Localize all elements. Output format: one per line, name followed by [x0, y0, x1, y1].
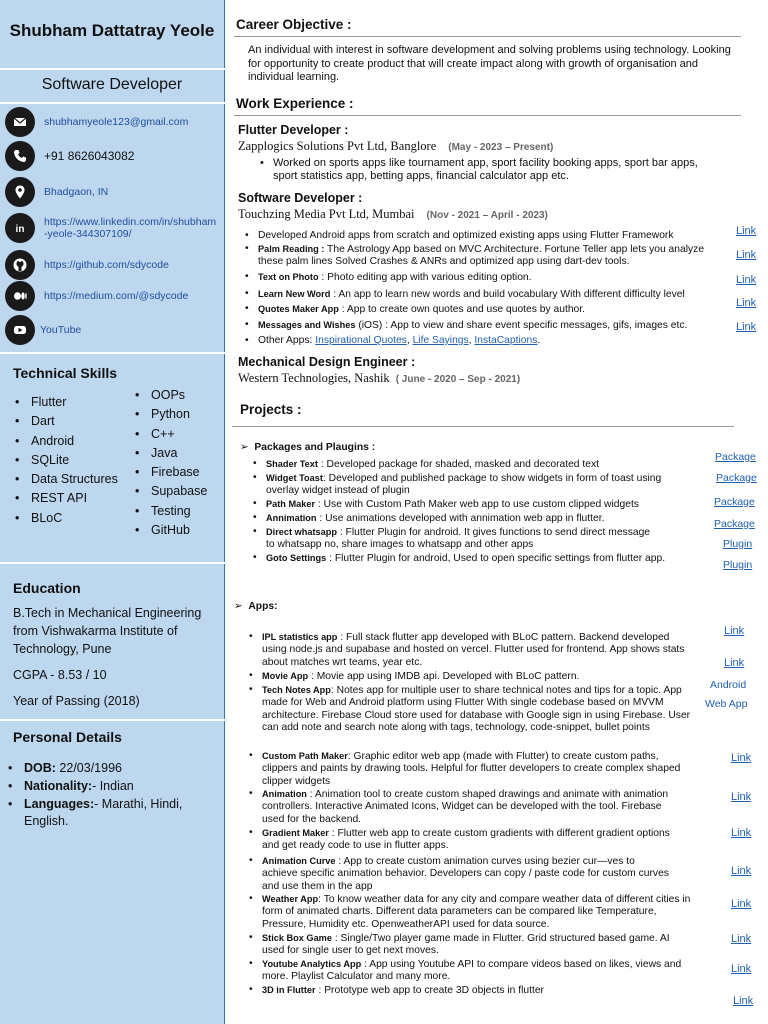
app-link[interactable]: Link: [736, 249, 757, 261]
company-name: Touchzing Media Pvt Ltd, Mumbai: [238, 207, 415, 221]
skill-item: • Flutter: [13, 393, 123, 412]
bullet: •: [249, 827, 253, 838]
app-name: Quotes Maker App: [258, 304, 339, 314]
package-description: : Developed and published package to show widgets in form of toast using overlay widget instead of plugin: [266, 473, 662, 497]
skill-item: • Firebase: [133, 463, 223, 482]
divider: [0, 719, 225, 721]
bullet: •: [249, 893, 253, 904]
app-name: 3D in Flutter: [262, 985, 316, 995]
app-description: : Full stack flutter app developed with BLoC pattern. Backend developed using node.js and supabase and hosted on vercel. Flutter used for frontend. App shows stats about matches wrt teams, year etc.: [262, 632, 685, 668]
candidate-name: Shubham Dattatray Yeole: [9, 21, 215, 40]
job2-bullet-other-apps: • Other Apps: Inspirational Quotes, Life Sayings, InstaCaptions.: [245, 335, 541, 346]
bullet: •: [253, 526, 257, 537]
package-name: Widget Toast: [266, 473, 323, 483]
other-app-link[interactable]: Life Sayings: [412, 335, 469, 346]
contact-linkedin-text[interactable]: https://www.linkedin.com/in/shubham-yeole-344307109/: [44, 216, 217, 240]
education-year: Year of Passing (2018): [13, 694, 140, 708]
package-description: : Flutter Plugin for android, Used to open specific settings from flutter app.: [326, 553, 666, 564]
skills-list-right: [133, 386, 223, 540]
app-link[interactable]: Link: [736, 297, 757, 309]
app-item: [249, 750, 682, 788]
contact-phone[interactable]: [5, 141, 134, 171]
app-name: Learn New Word: [258, 289, 331, 299]
job-dates: ( June - 2020 – Sep - 2021): [395, 374, 521, 385]
contact-youtube-text[interactable]: YouTube: [40, 324, 82, 336]
bullet: •: [249, 684, 253, 695]
contact-youtube[interactable]: [5, 315, 81, 345]
package-name: Direct whatsapp: [266, 527, 337, 537]
bullet: •: [245, 319, 249, 330]
job2-bullet-text: Developed Android apps from scratch and optimized existing apps using Flutter Framework: [258, 230, 674, 241]
arrow-bullet-icon: ➢: [234, 601, 243, 612]
app-name: Weather App: [262, 894, 319, 904]
divider: [0, 102, 225, 104]
plugin-link[interactable]: Plugin: [723, 559, 753, 571]
app-item: [249, 855, 672, 893]
contact-github[interactable]: [5, 250, 169, 280]
package-description: : Developed package for shaded, masked and decorated text: [320, 459, 599, 470]
personal-nationality: [8, 778, 218, 795]
app-link[interactable]: Link: [731, 791, 752, 803]
skill-item: • C++: [133, 425, 223, 444]
app-description: : Animation tool to create custom shaped drawings and animate with animation controllers. Interactive Animated Icons, Widget can be developed with the tool. Firebase used for the backend.: [262, 789, 669, 825]
app-item: [249, 932, 692, 958]
company-name: Zapplogics Solutions Pvt Ltd, Banglore: [238, 139, 437, 153]
contact-location: [5, 177, 108, 207]
job2-bullet: [245, 243, 708, 269]
contact-location-text: Bhadgaon, IN: [44, 186, 109, 198]
app-name: Animation: [262, 789, 307, 799]
app-description: : Graphic editor web app (made with Flutter) to create custom paths, clippers and paints by drawing tools. Helpful for flutter developers to create complex shaped clipper widgets: [262, 751, 681, 787]
package-link[interactable]: Package: [714, 518, 755, 530]
app-description: : Single/Two player game made in Flutter. Grid structured based game. AI used for single user to get next moves.: [262, 933, 670, 957]
app-description: : App to create custom animation curves using bezier cur—ves to achieve specific animation behavior. Developers can copy / paste code for custom curves and use them in the app: [262, 856, 669, 892]
nationality-label: Nationality:: [24, 779, 93, 793]
projects-title: Projects :: [240, 402, 302, 417]
app-link[interactable]: Link: [731, 827, 752, 839]
app-link[interactable]: Link: [736, 321, 757, 333]
main-content: [226, 0, 768, 1024]
bullet: •: [249, 750, 253, 761]
app-name: Custom Path Maker: [262, 751, 348, 761]
education-title: Education: [13, 580, 81, 596]
skill-item: • SQLite: [13, 451, 123, 470]
app-link[interactable]: Link: [731, 865, 752, 877]
job2-bullet: [245, 271, 708, 284]
app-name: Gradient Maker: [262, 828, 329, 838]
bullet: •: [260, 157, 264, 169]
package-name: Shader Text: [266, 459, 318, 469]
bullet: •: [245, 243, 249, 254]
app-link[interactable]: Link: [736, 225, 757, 237]
app-link[interactable]: Link: [736, 274, 757, 286]
nationality-value: - Indian: [92, 779, 134, 793]
dob-label: DOB:: [24, 761, 56, 775]
arrow-bullet-icon: ➢: [240, 442, 249, 453]
skills-list-left: [13, 393, 123, 528]
dob-value: 22/03/1996: [55, 761, 122, 775]
app-item: [249, 684, 692, 734]
skill-item: • Supabase: [133, 482, 223, 501]
package-item: [253, 552, 686, 565]
bullet: •: [249, 631, 253, 642]
personal-dob: [8, 760, 218, 777]
job1-bullet: [260, 157, 703, 182]
job-dates: (May - 2023 – Present): [448, 142, 554, 153]
app-description: (iOS) : App to view and share event specific messages, gifs, images etc.: [355, 320, 688, 331]
plugin-link[interactable]: Plugin: [723, 538, 753, 550]
skill-item: • Testing: [133, 502, 223, 521]
package-item: [253, 526, 651, 552]
packages-title-text: Packages and Plaugins :: [254, 442, 376, 453]
job-role: Software Developer: [41, 76, 183, 93]
package-link[interactable]: Package: [716, 472, 757, 484]
skill-item: • Data Structures: [13, 470, 123, 489]
bullet: •: [253, 498, 257, 509]
app-description: : Movie app using IMDB api. Developed with BLoC pattern.: [308, 671, 580, 682]
skill-item: • GitHub: [133, 521, 223, 540]
email-icon: [5, 107, 35, 137]
package-item: [253, 458, 706, 471]
medium-icon: [5, 281, 35, 311]
app-link[interactable]: Web App: [705, 698, 748, 710]
package-item: [253, 498, 706, 511]
work-experience-title: Work Experience :: [236, 96, 354, 111]
job-title-mechanical-design-engineer: Mechanical Design Engineer :: [238, 355, 416, 369]
personal-details-title: Personal Details: [13, 729, 122, 745]
sidebar: [0, 0, 225, 1024]
package-link[interactable]: Package: [715, 451, 756, 463]
job-title-software-developer: Software Developer :: [238, 191, 363, 205]
app-link[interactable]: Link: [731, 933, 752, 945]
personal-languages: [8, 796, 218, 830]
app-item: [249, 631, 692, 669]
contact-phone-text: +91 8626043082: [44, 149, 135, 163]
bullet: •: [249, 670, 253, 681]
contact-linkedin[interactable]: [5, 213, 219, 243]
app-item: [249, 788, 682, 826]
bullet: •: [245, 288, 249, 299]
linkedin-icon: [5, 213, 35, 243]
skill-item: • Android: [13, 432, 123, 451]
contact-github-text[interactable]: https://github.com/sdycode: [44, 259, 169, 271]
package-link[interactable]: Package: [714, 496, 755, 508]
skills-title: Technical Skills: [13, 365, 118, 381]
app-name: Movie App: [262, 671, 309, 681]
phone-icon: [5, 141, 35, 171]
education-degree: B.Tech in Mechanical Engineering from Vishwakarma Institute of Technology, Pune: [13, 606, 202, 656]
contact-medium[interactable]: [5, 281, 188, 311]
job-company: [238, 371, 520, 386]
app-description: : Notes app for multiple user to share technical notes and tips for a topic. App made for Web and Android platform using Flutter With single codebase based on MVVM architecture. Firebase Cloud store used for database with Google sign in using Firebase. User can add note and search note along with tags, technology, code-snippet, bullet points: [262, 685, 691, 733]
apps-title-text: Apps:: [248, 601, 278, 612]
github-icon: [5, 250, 35, 280]
company-name: Western Technologies, Nashik: [238, 371, 390, 385]
bullet: •: [253, 552, 257, 563]
app-name: Stick Box Game: [262, 933, 332, 943]
bullet: •: [249, 855, 253, 866]
bullet: •: [245, 230, 249, 241]
package-name: Path Maker: [266, 499, 316, 509]
divider: [232, 426, 734, 427]
job-company: [238, 207, 548, 222]
bullet: •: [253, 458, 257, 469]
app-item: [249, 893, 692, 931]
bullet: •: [249, 788, 253, 799]
package-description: : Use with Custom Path Maker web app to use custom clipped widgets: [315, 499, 639, 510]
package-item: [253, 472, 676, 498]
app-description: The Astrology App based on MVC Architecture. Fortune Teller app lets you analyze these palm lines Solved Crashes & ANRs and optimized app using dart-dev tools.: [258, 244, 705, 268]
package-description: : Flutter Plugin for android. It gives functions to send direct message to whatsapp no, share images to whatsapp and other apps: [266, 527, 651, 551]
app-description: : Flutter web app to create custom gradients with different gradient options and get ready code to use in flutter apps.: [262, 828, 670, 852]
app-description: : To know weather data for any city and compare weather data of different cities in form of animated charts. Different data parameters can be compared like Temperature, Pressure, Humidity etc. OpenweatherAPI used for data source.: [262, 894, 691, 930]
divider: [234, 115, 741, 116]
bullet: •: [245, 271, 249, 282]
app-name: Text on Photo: [258, 272, 319, 282]
personal-details-list: [8, 760, 218, 831]
svg-text:in: in: [15, 224, 25, 235]
bullet: •: [245, 335, 249, 346]
app-link[interactable]: Android: [710, 679, 747, 691]
app-name: Animation Curve: [262, 856, 336, 866]
bullet: •: [249, 958, 253, 969]
bullet: •: [253, 472, 257, 483]
bullet: •: [249, 984, 253, 995]
contact-email[interactable]: [5, 107, 188, 137]
job1-bullet-text: Worked on sports apps like tournament app, sport facility booking apps, sport bar apps, sport statistics app, betting apps, financial calculator app etc.: [273, 157, 698, 182]
contact-medium-text[interactable]: https://medium.com/@sdycode: [44, 290, 189, 302]
app-link[interactable]: Link: [731, 963, 752, 975]
app-description: : Prototype web app to create 3D objects in flutter: [315, 985, 544, 996]
app-link[interactable]: Link: [731, 898, 752, 910]
skill-item: • BLoC: [13, 509, 123, 528]
app-link[interactable]: Link: [731, 752, 752, 764]
languages-value: - Marathi, Hindi, English.: [24, 797, 183, 828]
app-link[interactable]: Link: [724, 657, 745, 669]
app-item: [249, 827, 672, 853]
other-app-link[interactable]: InstaCaptions: [474, 335, 538, 346]
skill-item: • Java: [133, 444, 223, 463]
bullet: •: [253, 512, 257, 523]
job-title-flutter-developer: Flutter Developer :: [238, 123, 349, 137]
job2-bullet: [245, 230, 733, 242]
other-apps-label: Other Apps:: [258, 335, 316, 346]
skill-item: • Python: [133, 405, 223, 424]
divider: [0, 562, 225, 564]
job2-bullet: [245, 319, 708, 332]
app-description: : An app to learn new words and build vocabulary With different difficulty level: [330, 289, 685, 300]
bullet: •: [249, 932, 253, 943]
languages-label: Languages:: [24, 797, 95, 811]
app-item: [249, 984, 692, 997]
other-app-link[interactable]: Inspirational Quotes: [315, 335, 407, 346]
app-item: [249, 670, 692, 683]
skill-item: • Dart: [13, 412, 123, 431]
job-dates: (Nov - 2021 – April - 2023): [426, 210, 548, 221]
app-description: : App using Youtube API to compare videos based on likes, views and more. Playlist Calculator and many more.: [262, 959, 682, 983]
package-name: Annimation: [266, 513, 317, 523]
app-item: [249, 958, 692, 984]
package-item: [253, 512, 706, 525]
divider: [0, 352, 225, 354]
app-description: : Photo editing app with various editing option.: [318, 272, 532, 283]
skill-item: • REST API: [13, 489, 123, 508]
package-name: Goto Settings: [266, 553, 327, 563]
youtube-icon: [5, 315, 35, 345]
package-description: : Use animations developed with annimation web app in flutter.: [316, 513, 605, 524]
app-name: Messages and Wishes: [258, 320, 356, 330]
app-description: : App to create own quotes and use quotes by author.: [338, 304, 585, 315]
apps-title: [234, 600, 278, 612]
location-pin-icon: [5, 177, 35, 207]
divider: [234, 36, 741, 37]
app-link[interactable]: Link: [724, 625, 745, 637]
job2-bullet: [245, 288, 738, 301]
bullet: •: [245, 303, 249, 314]
career-objective-title: Career Objective :: [236, 17, 352, 32]
app-name: Youtube Analytics App: [262, 959, 362, 969]
contact-email-text[interactable]: shubhamyeole123@gmail.com: [44, 116, 189, 128]
skill-item: • OOPs: [133, 386, 223, 405]
education-cgpa: CGPA - 8.53 / 10: [13, 668, 107, 682]
app-link[interactable]: Link: [733, 995, 754, 1007]
app-name: Palm Reading :: [258, 244, 325, 254]
career-objective-text: An individual with interest in software development and solving problems using technology. Looking for opportunity to create product that will create impact along with growth of organisation and individual learning.: [248, 44, 731, 83]
packages-title: [240, 441, 375, 453]
job-company: [238, 139, 553, 154]
job2-bullet: [245, 303, 708, 316]
app-name: Tech Notes App: [262, 685, 331, 695]
app-name: IPL statistics app: [262, 632, 338, 642]
